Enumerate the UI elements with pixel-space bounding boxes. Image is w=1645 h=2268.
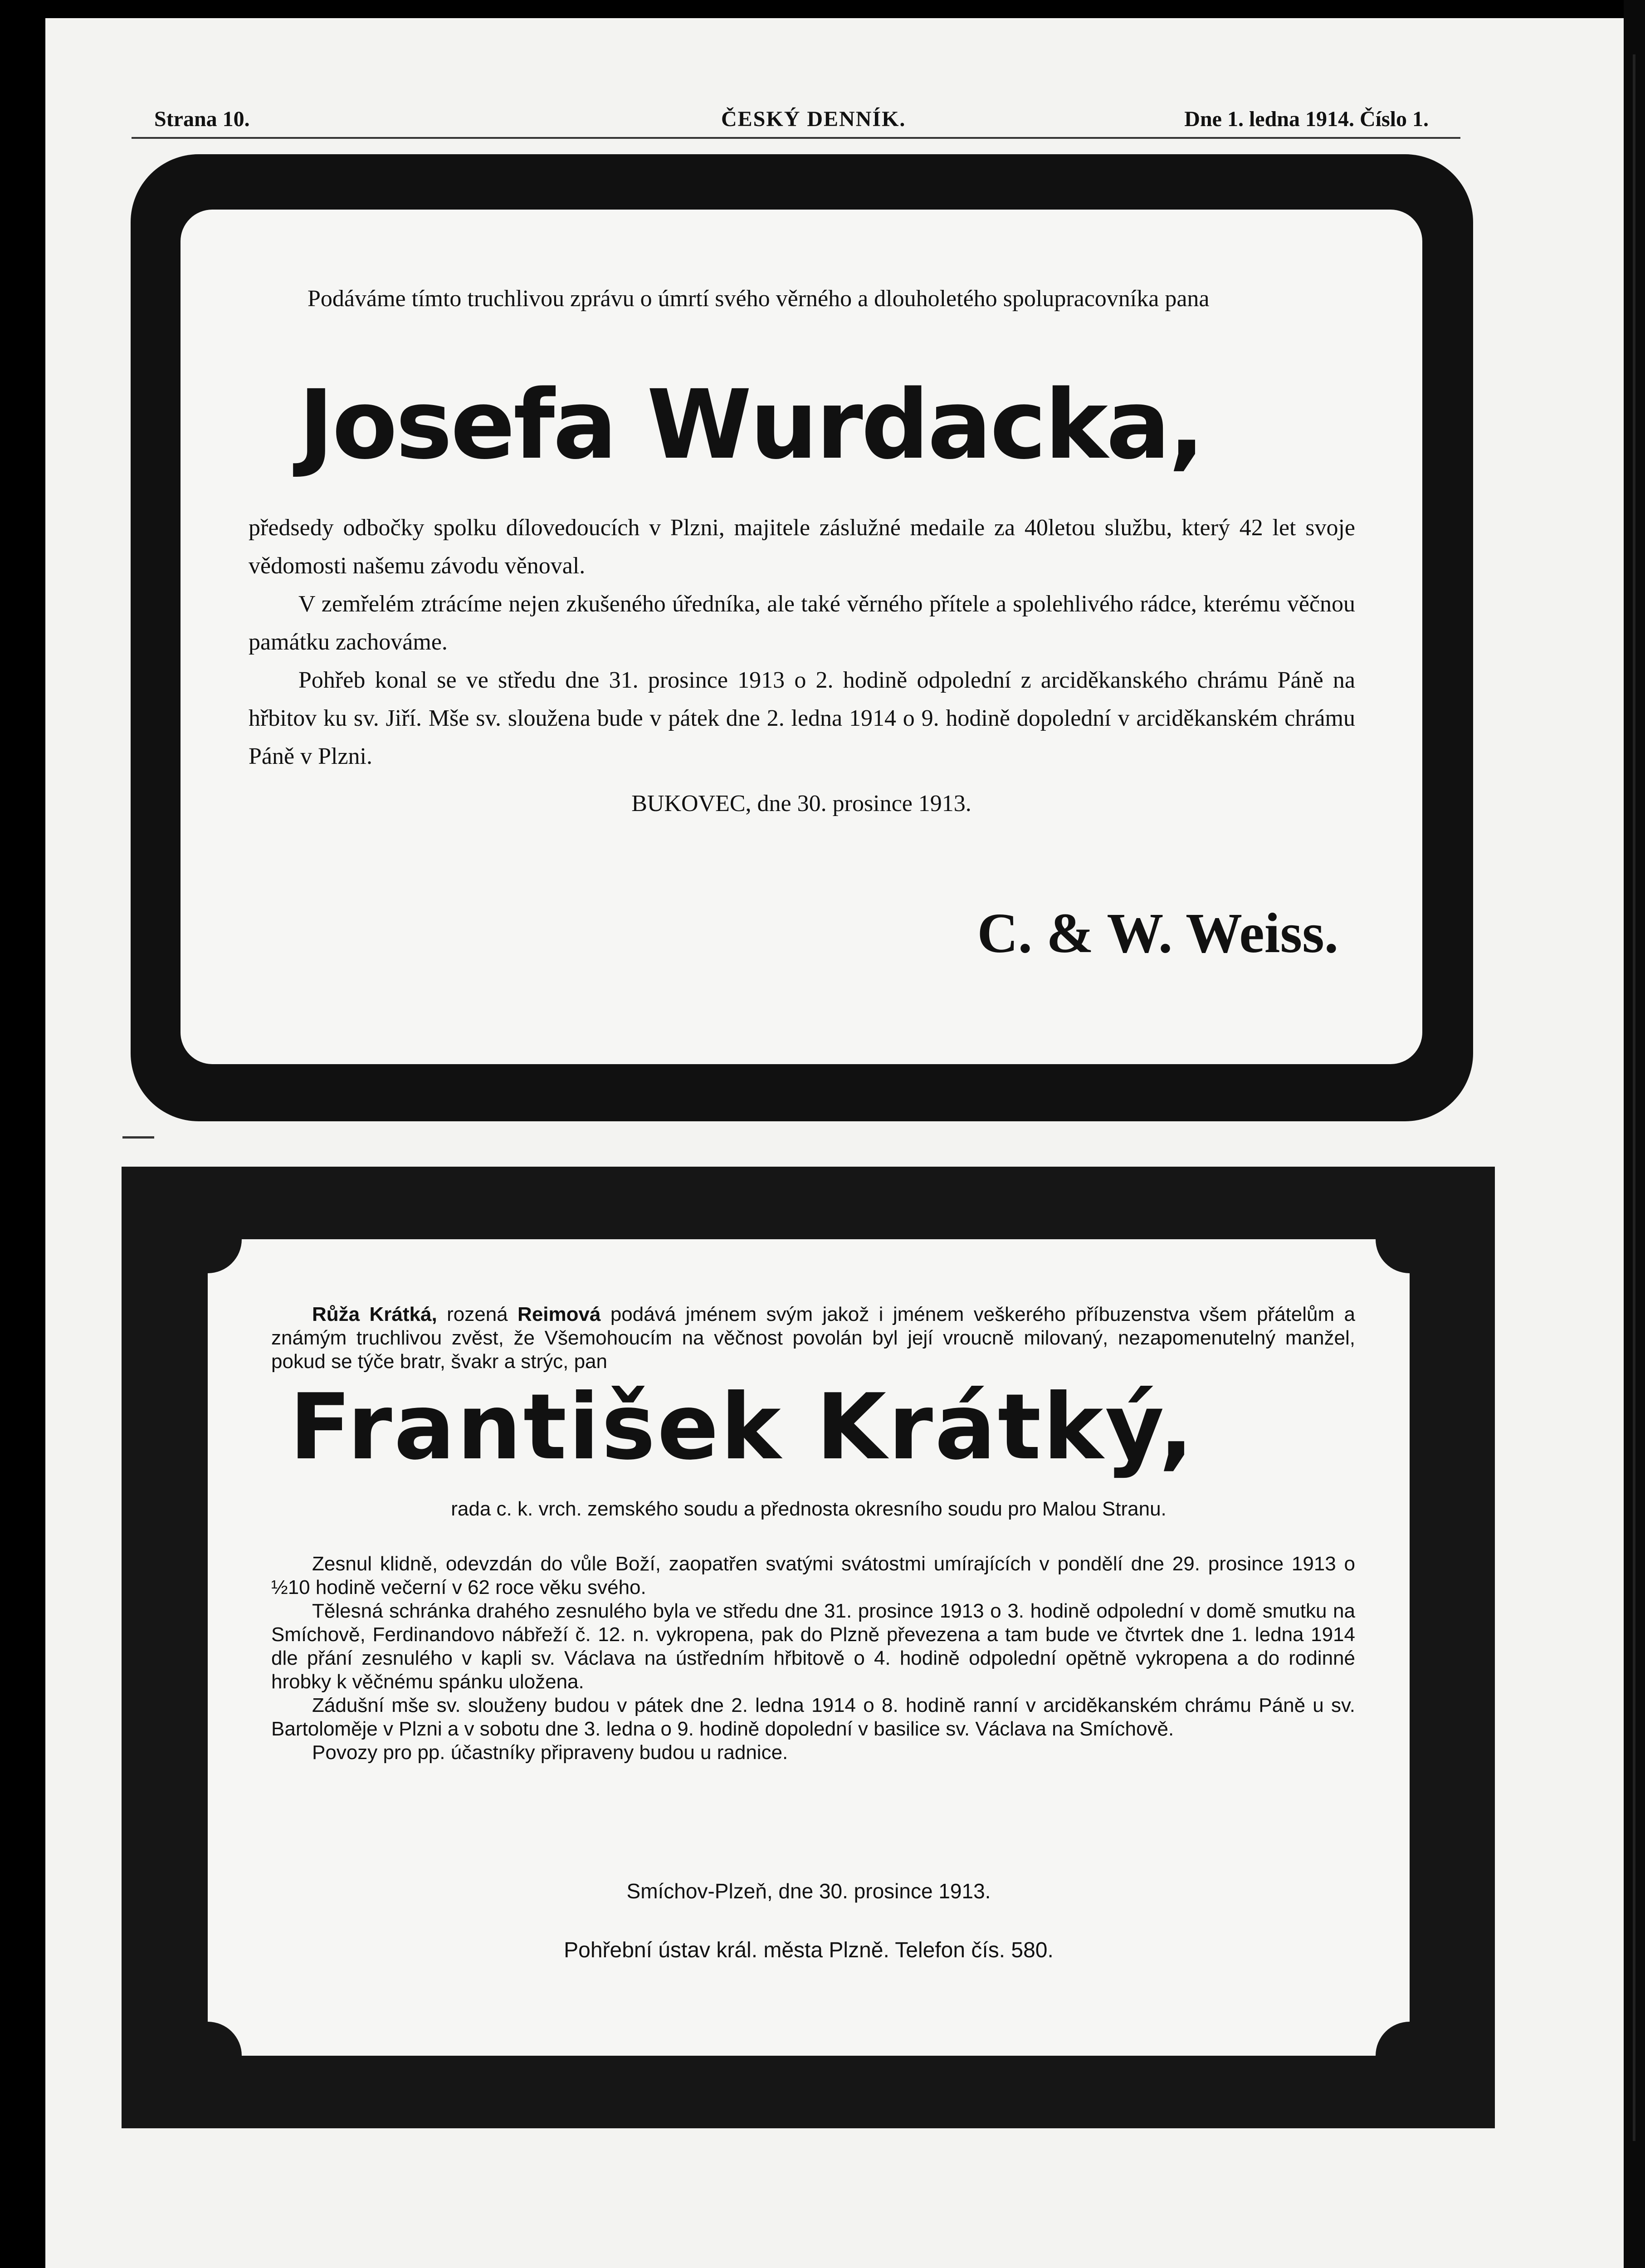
deceased-name: Josefa Wurdacka, <box>298 369 1203 480</box>
page-fold-line <box>1633 54 1635 2141</box>
funeral-home: Pohřební ústav král. města Plzně. Telefon čís. 580. <box>564 1938 1054 1962</box>
notice-body <box>208 1239 1410 2056</box>
frame-corner <box>1376 2022 1444 2090</box>
notice-signature: C. & W. Weiss. <box>977 902 1338 965</box>
notice-paragraph: V zemřelém ztrácíme nejen zkušeného úředníka, ale také věrného přítele a spolehlivého rádce, kterému věčnou památku zachováme. <box>249 591 1355 655</box>
notice-paragraph: Povozy pro pp. účastníky připraveny budou u radnice. <box>312 1741 788 1764</box>
notice-paragraph: Tělesná schránka drahého zesnulého byla ve středu dne 31. prosince 1913 o 3. hodině odpolední v domě smutku na Smíchově, Ferdinandovo nábřeží č. 12. n. vykropena, pak do Plzně převezena a tam bude ve čtvrtek dne 1. ledna 1914 dle přání zesnulého v kapli sv. Václava na ústředním hřbitově o 4. hodině odpolední opětně vykropena a do rodinné hrobky k věčnému spánku uložena. <box>271 1600 1355 1693</box>
page-number: Strana 10. <box>154 107 250 131</box>
notice-body <box>181 210 1422 1064</box>
deceased-name: František Krátký, <box>289 1374 1196 1480</box>
obituary-notice-wurdack <box>131 154 1473 1121</box>
notice-date-place: BUKOVEC, dne 30. prosince 1913. <box>631 791 971 816</box>
intro-text: rozená <box>437 1303 518 1325</box>
page-header <box>154 107 1429 138</box>
notice-paragraph: předsedy odbočky spolku dílovedoucích v Plzni, majitele záslužné medaile za 40letou službu, který 42 let svoje vědomosti našemu závodu věnoval. <box>249 515 1355 579</box>
notice-intro: Podáváme tímto truchlivou zprávu o úmrtí svého věrného a dlouholetého spolupracovníka pana <box>308 286 1210 312</box>
notice-text <box>271 1552 1355 1765</box>
notice-intro <box>271 1303 1355 1374</box>
frame-corner <box>174 1205 242 1273</box>
issue-date: Dne 1. ledna 1914. Číslo 1. <box>1184 107 1429 131</box>
deceased-title: rada c. k. vrch. zemského soudu a přednosta okresního soudu pro Malou Stranu. <box>451 1498 1167 1520</box>
notice-paragraph: Zesnul klidně, odevzdán do vůle Boží, zaopatřen svatými svátostmi umírajících v pondělí dne 29. prosince 1913 o ½10 hodině večerní v 62 roce věku svého. <box>271 1553 1355 1598</box>
frame-corner <box>174 2022 242 2090</box>
frame-corner <box>1376 1205 1444 1273</box>
newspaper-title: ČESKÝ DENNÍK. <box>721 107 906 131</box>
widow-name: Růža Krátká, <box>312 1303 437 1325</box>
intro-text: podává jménem svým jakož i jménem veškerého příbuzenstva všem přátelům a známým truchlivou zvěst, že Všemohoucím na věčnost povolán byl její vroucně milovaný, nezapomenutelný manžel, pokud se týče bratr, švakr a strýc, pan <box>271 1303 1356 1373</box>
notice-paragraph: Pohřeb konal se ve středu dne 31. prosince 1913 o 2. hodině odpolední z arciděkanského chrámu Páně na hřbitov ku sv. Jiří. Mše sv. sloužena bude v pátek dne 2. ledna 1914 o 9. hodině dopolední v arciděkanském chrámu Páně v Plzni. <box>249 667 1355 769</box>
section-rule <box>122 1136 154 1139</box>
maiden-name: Reimová <box>517 1303 601 1325</box>
notice-paragraph: Zádušní mše sv. slouženy budou v pátek dne 2. ledna 1914 o 8. hodině ranní v arciděkanském chrámu Páně u sv. Bartoloměje v Plzni a v sobotu dne 3. ledna o 9. hodině dopolední v basilice sv. Václava na Smíchově. <box>271 1694 1355 1740</box>
notice-text <box>249 509 1355 776</box>
header-rule <box>132 137 1460 139</box>
notice-date-place: Smíchov-Plzeň, dne 30. prosince 1913. <box>626 1879 991 1903</box>
obituary-notice-kratky <box>122 1167 1495 2128</box>
